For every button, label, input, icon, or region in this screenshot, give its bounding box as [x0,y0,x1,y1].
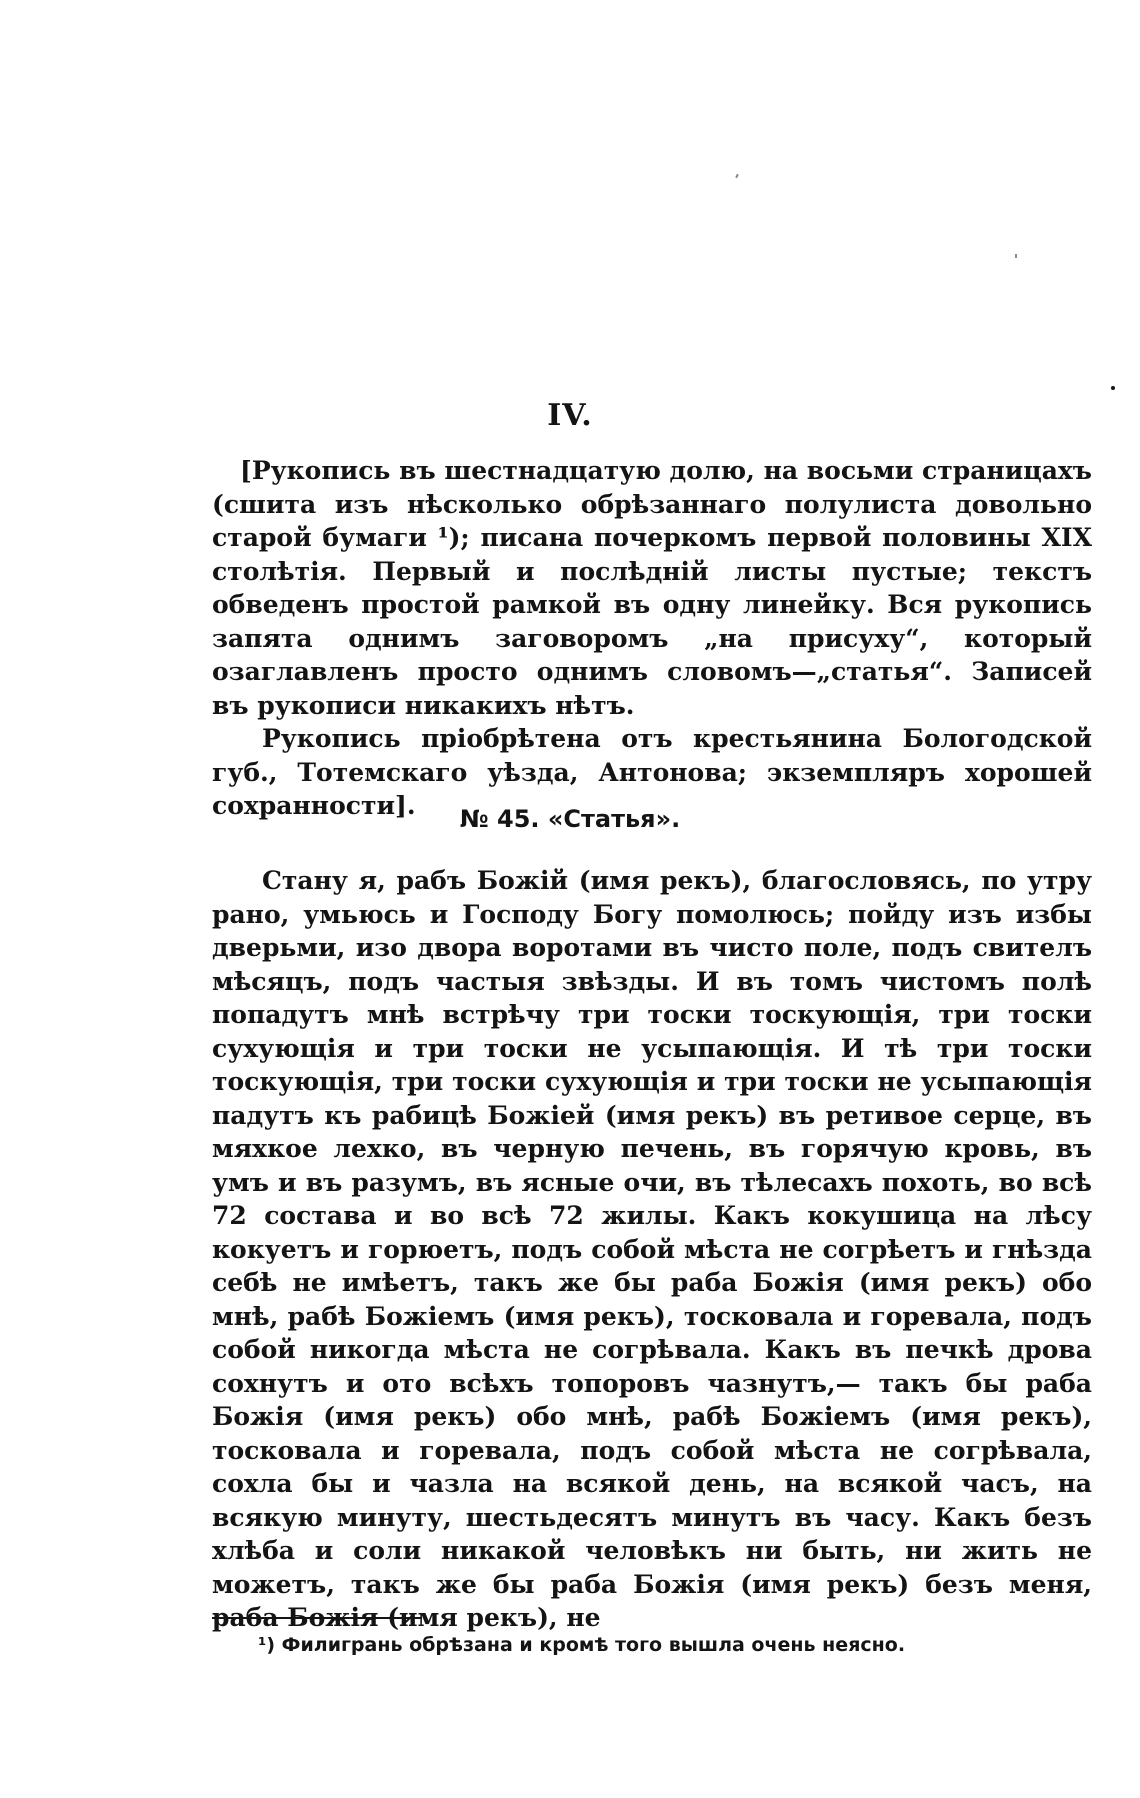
item-heading: № 45. «Статья». [459,805,681,833]
section-numeral: IV. [547,398,593,433]
footnote-rule [212,1617,422,1619]
paper-speck [735,174,739,178]
description-paragraph: [Рукопись въ шестнадцатую долю, на восьми страницахъ (сшита изъ нѣсколько обрѣзаннаго полулиста довольно старой бумаги ¹); писана почеркомъ первой половины XIX столѣтія. Первый и послѣдній листы пустые; текстъ обведенъ простой рамкой въ одну линейку. Вся рукопись запята однимъ заговоромъ „на присуху“, который озаглавленъ просто однимъ словомъ—„статья“. Записей въ рукописи никакихъ нѣтъ. [212,456,1092,720]
manuscript-description [212,454,1092,823]
provenance-paragraph: Рукопись пріобрѣтена отъ крестьянина Бологодской губ., Тотемскаго уѣзда, Антонова; экземпляръ хорошей сохранности]. [212,724,1092,820]
margin-mark [1111,386,1115,390]
paper-speck [1015,254,1017,258]
footnote: ¹) Филигрань обрѣзана и кромѣ того вышла очень неясно. [258,1634,906,1656]
charm-text [212,864,1092,1635]
charm-paragraph: Стану я, рабъ Божій (имя рекъ), благословясь, по утру рано, умьюсь и Господу Богу помолюсь; пойду изъ избы дверьми, изо двора воротами въ чисто поле, подъ свителъ мѣсяцъ, подъ частыя звѣзды. И въ томъ чистомъ полѣ попадутъ мнѣ встрѣчу три тоски тоскующія, три тоски сухующія и три тоски не усыпающія. И тѣ три тоски тоскующія, три тоски сухующія и три тоски не усыпающія падутъ къ рабицѣ Божіей (имя рекъ) въ ретивое серце, въ мяхкое лехко, въ черную печень, въ горячую кровь, въ умъ и въ разумъ, въ ясные очи, въ тѣлесахъ похоть, во всѣ 72 состава и во всѣ 72 жилы. Какъ кокушица на лѣсу кокуетъ и горюетъ, подъ собой мѣста не согрѣетъ и гнѣзда себѣ не имѣетъ, такъ же бы раба Божія (имя рекъ) обо мнѣ, рабѣ Божіемъ (имя рекъ), тосковала и горевала, подъ собой никогда мѣста не согрѣвала. Какъ въ печкѣ дрова сохнутъ и ото всѣхъ топоровъ чазнутъ,— такъ бы раба Божія (имя рекъ) обо мнѣ, рабѣ Божіемъ (имя рекъ), тосковала и горевала, подъ собой мѣста не согрѣвала, сохла бы и чазла на всякой день, на всякой часъ, на всякую минуту, шестьдесятъ минутъ въ часу. Какъ безъ хлѣба и соли никакой человѣкъ ни быть, ни жить не можетъ, такъ же бы раба Божія (имя рекъ) безъ меня, раба Божія (имя рекъ), не [212,866,1092,1632]
